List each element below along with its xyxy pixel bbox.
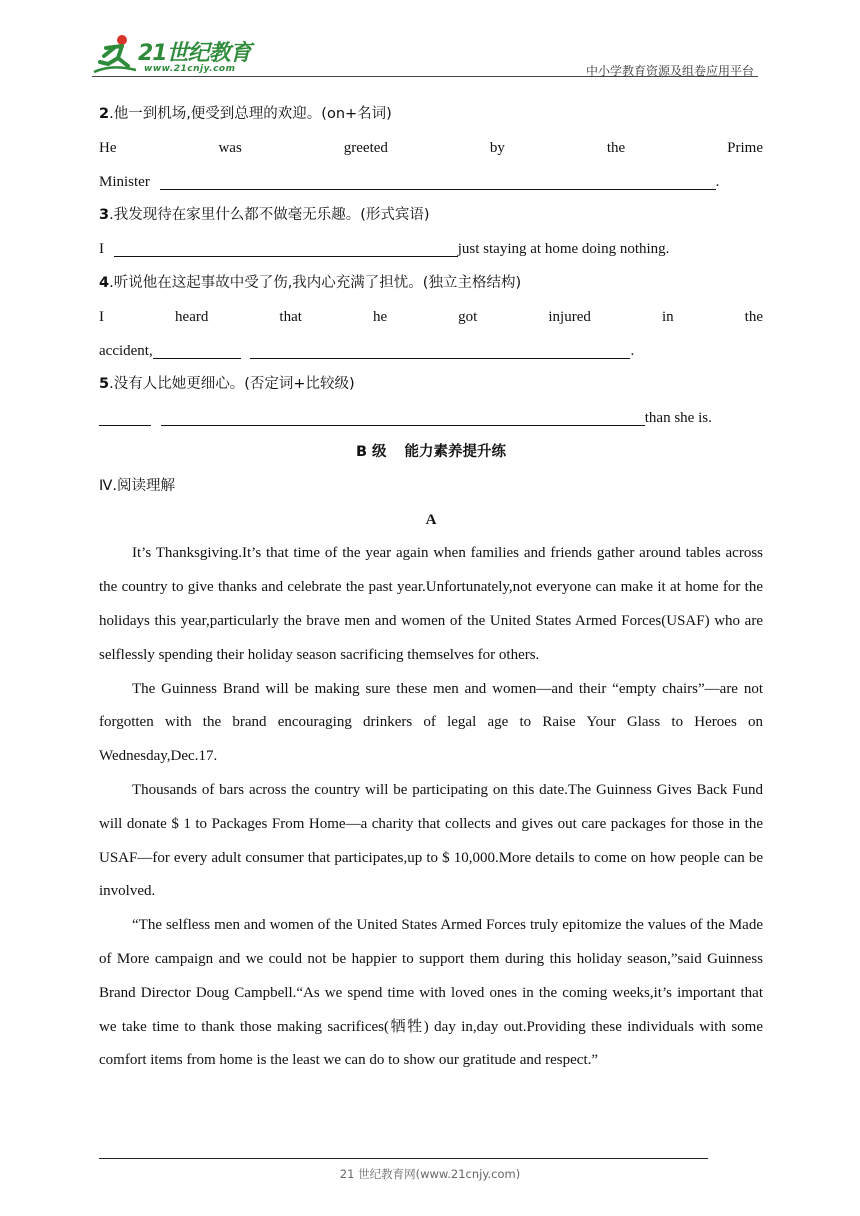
question-2-answer-line-1: He was greeted by the Prime <box>99 139 763 156</box>
page-content <box>99 98 763 1078</box>
question-3-prompt: 3.我发现待在家里什么都不做毫无乐趣。(形式宾语) <box>99 207 430 224</box>
page-header <box>92 28 758 78</box>
question-4-answer-line-2: accident, . <box>99 335 763 369</box>
question-5-prompt: 5.没有人比她更细心。(否定词+比较级) <box>99 376 355 393</box>
answer-blank[interactable] <box>99 407 151 426</box>
answer-blank[interactable] <box>114 238 458 257</box>
runner-logo-icon <box>92 34 138 76</box>
header-divider <box>92 76 758 77</box>
answer-blank[interactable] <box>160 171 716 190</box>
passage-paragraph: The Guinness Brand will be making sure these men and women—and their “empty chairs”—are not forgotten with the brand encouraging drinkers of legal age to Raise Your Glass to Heroes on Wednesday,Dec.17. <box>99 680 763 765</box>
answer-blank[interactable] <box>250 340 630 359</box>
question-2-answer-line-2: Minister . <box>99 166 763 200</box>
passage-paragraph: Thousands of bars across the country will be participating on this date.The Guinness Gives Back Fund will donate $ 1 to Packages From Home—a charity that collects and gives out care packages for those in the USAF—for every adult consumer that participates,up to $ 10,000.More details to come on how people can be involved. <box>99 781 763 900</box>
answer-blank[interactable] <box>153 340 241 359</box>
platform-name: 中小学教育资源及组卷应用平台 <box>585 64 754 78</box>
footer-divider <box>99 1158 708 1159</box>
logo-text: 21世纪教育 <box>138 41 251 66</box>
answer-blank[interactable] <box>161 407 645 426</box>
question-4-answer-line-1: I heard that he got injured in the <box>99 308 763 325</box>
passage-label: A <box>425 511 437 528</box>
question-3-answer-line: I just staying at home doing nothing. <box>99 233 763 267</box>
passage-paragraph: It’s Thanksgiving.It’s that time of the year again when families and friends gather around tables across the country to give thanks and celebrate the past year.Unfortunately,not everyone can make it at home for the holidays this year,particularly the brave men and women of the United States Armed Forces(USAF) who are selflessly spending their holiday season sacrificing themselves for others. <box>99 545 763 663</box>
question-4-prompt: 4.听说他在这起事故中受了伤,我内心充满了担忧。(独立主格结构) <box>99 274 522 291</box>
passage-paragraph: “The selfless men and women of the United States Armed Forces truly epitomize the values of the Made of More campaign and we could not be happier to support them during this holiday season,”said Guinness Brand Director Doug Campbell.“As we spend time with loved ones in the coming weeks,it’s important that we take time to thank those making sacrifices(牺牲) day in,day out.Providing these individuals with some comfort items from home is the least we can do to show our gratitude and respect.” <box>99 917 763 1069</box>
question-2-prompt: 2.他一到机场,便受到总理的欢迎。(on+名词) <box>99 106 392 122</box>
section-title: Ⅳ.阅读理解 <box>99 477 175 494</box>
page-footer[interactable]: 21 世纪教育网(www.21cnjy.com) <box>339 1167 521 1181</box>
logo-url: www.21cnjy.com <box>144 64 236 74</box>
site-logo[interactable] <box>92 34 262 78</box>
question-5-answer-line: than she is. <box>99 402 763 436</box>
level-b-heading: B 级 能力素养提升练 <box>355 443 507 460</box>
